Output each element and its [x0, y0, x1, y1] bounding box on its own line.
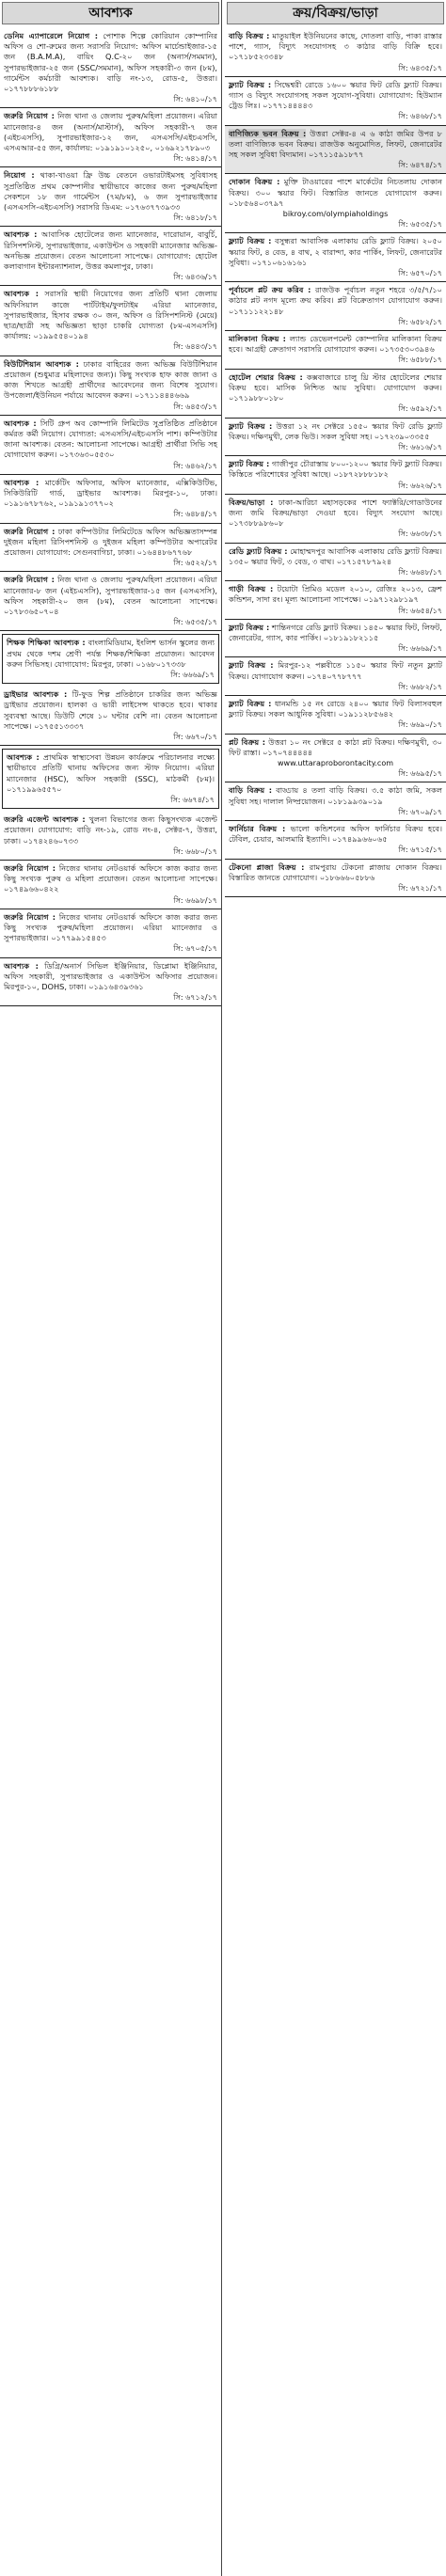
classified-ad	[0, 909, 221, 958]
ad-body: প্রাথমিক স্বাস্থ্যসেবা উন্নয়ন কার্যক্রমে পরিচালনার লক্ষ্যে স্থায়ীভাবে প্রতিটি থানায় অফিসের জন্য স্টাফ নিয়োগ। এরিয়া ম্যানেজার (HSC), অফিস সহকারী (SSC), মাঠকর্মী (৮ম)।	[7, 752, 215, 783]
ad-reference: সি: ৬৬৬৯/১৭	[170, 670, 215, 679]
classified-ad	[225, 821, 446, 860]
ad-phone: ০১৮৫৬৪০৩৭৯৭	[229, 198, 284, 208]
left-ad-list	[0, 28, 221, 1006]
ad-body: ধানমন্ডি ১৫ নং রোডে ২৪০০ স্কয়ার ফিট বিলাসবহুল ফ্ল্যাট বিক্রয়। সকল আধুনিক সুবিধা।	[229, 698, 442, 719]
left-column-header: আবশ্যক	[2, 2, 219, 24]
classified-ad	[0, 356, 221, 416]
ad-body: পোশাক শিল্পে কোরিয়ান কোম্পানির অফিস ও শো-রুমের জন্য সরাসরি নিয়োগ: অফিস মার্চেন্ডাইজার-১৫ জন (B.A.M.A), বায়িং Q.C-২০ জন (অনার্স/সমমান), সুপারভাইজার-২৫ জন (SSC/সমমান), অফিস সহকারী-৩ জন (৮ম), গার্মেন্টস কর্মচারী আবশ্যক। বাড়ি নং-১৩, রোড-৫, উত্তরা।	[4, 31, 217, 83]
ad-phone: ০১৭৭৯৯১৫৪৫৩	[51, 933, 106, 943]
ad-phone: ০১৭৪৯৬৬০৪২২	[4, 884, 59, 894]
ad-heading: আবশ্যক :	[4, 229, 38, 240]
classified-ad	[225, 620, 446, 658]
ad-heading: ফ্ল্যাট বিক্রয় :	[229, 660, 274, 671]
right-column-header: ক্রয়/বিক্রয়/ভাড়া	[227, 2, 444, 24]
ad-web-link[interactable]: bikroy.com/olympiaholdings	[282, 210, 389, 219]
ad-phone: ০১৯১৯১০১২৫০, ০১৬৯২১৭৮৯০৩	[95, 143, 211, 153]
classified-ad	[225, 282, 446, 331]
classified-ad	[225, 495, 446, 544]
ad-body: উত্তরা সেক্টর-৪ এ ৬ কাঠা জমির উপর ৮ তলা বাণিজ্যিক ভবন বিক্রয়। রাজউক অনুমোদিত, লিফট, জেনারেটর সহ সকল সুবিধা বিদ্যমান।	[229, 128, 442, 160]
ad-heading: ফ্ল্যাট বিক্রয় :	[229, 236, 272, 246]
ad-phone: ০১৭০৭৪৪৪৪৪	[263, 747, 313, 757]
classified-ad	[225, 696, 446, 735]
ad-heading: ড্রাইভার আবশ্যক :	[4, 689, 68, 700]
ad-heading: ফ্ল্যাট বিক্রয় :	[229, 459, 270, 469]
ad-phone: ০১৯১১২৮৫৬৪২	[338, 709, 394, 719]
ad-body: টি-ফুড শিল্প প্রতিষ্ঠানে চাকরির জন্য অভিজ্ঞ ড্রাইভার প্রয়োজন। হালকা ও ভারী লাইসেন্স থাকতে হবে। থাকার সুব্যবস্থা আছে। ডিউটি শেষে ১০ ঘন্টার বেশি না। বেতন আলোচনা সাপেক্ষে।	[4, 689, 218, 731]
ad-phone: ০১৯১৬৭৮৭৬২, ০১৯১৯১৩৭৭০২	[4, 498, 114, 509]
ad-heading: জরুরি নিয়োগ :	[4, 911, 56, 922]
right-ad-list	[225, 28, 446, 897]
ad-reference: সি: ৬৬১৬/১৭	[398, 442, 442, 451]
ad-body: খুলনা বিভাগের জন্য কিছুসংখ্যক এজেন্ট প্রয়োজন। যোগাযোগ: বাড়ি নং-১৯, রোড নং-৪, সেক্টর-৭, উত্তরা, ঢাকা।	[4, 814, 217, 845]
ad-body: রামপুরায় টেকনো প্লাজায় দোকান বিক্রয়। বিস্তারিত জানতে যোগাযোগ।	[229, 861, 442, 882]
ad-reference: সি: ৬৬২৬/১৭	[398, 481, 442, 490]
classified-ad	[2, 634, 219, 684]
ad-reference: সি: ৬৭১৫/১৭	[398, 845, 442, 855]
ad-reference: সি: ৬৪১০/১৭	[173, 95, 217, 104]
ad-phone: ০১৭১১৫৯১৮৭৭	[308, 150, 364, 160]
ad-phone: ০১৭৩৫৩০৩৯৪৬	[379, 344, 435, 355]
ad-heading: বিউটিশিয়ান আবশ্যক :	[4, 358, 79, 369]
ad-heading: আবশ্যক :	[4, 289, 39, 299]
classified-ad	[2, 749, 219, 809]
ad-phone: ০১৭৮৩৬৫০৭০৪	[4, 606, 59, 616]
ad-heading: টেকনো প্লাজা বিক্রয় :	[229, 861, 305, 872]
ad-reference: সি: ৬৬৬৯/১৭	[398, 644, 442, 654]
ad-body: ঢাকার বাহিরের জন্য অভিজ্ঞ বিউটিশিয়ান প্রয়োজন (শুধুমাত্র মহিলাদের জন্য)। কিছু সংখ্যক হাফ কাজ জানা ও কাজ শিখতে আগ্রহী প্রার্থীদের আবেদনের জন্য বিশেষ সুযোগ। উপজেলা/ইউনিয়ন পর্যায়ে আবেদন করুন।	[4, 358, 217, 401]
ad-body: মোহাম্মদপুর আবাসিক এলাকায় রেডি ফ্ল্যাট বিক্রয়। ১৩৫০ স্কয়ার ফিট, ৩ বেড, ৩ বাথ।	[229, 545, 442, 566]
ad-heading: বিক্রয়/ভাড়া :	[229, 497, 274, 507]
ad-reference: সি: ৬৬৫৪/১৭	[398, 606, 442, 615]
ad-reference: সি: ৬৫২২/১৭	[173, 559, 217, 568]
ad-body: নিজের থানায় নেটওয়ার্ক অফিসে কাজ করার জন্য কিছু সংখ্যক পুরুষ ও মহিলা প্রয়োজন। বেতন আলোচনা সাপেক্ষে।	[4, 863, 217, 884]
ad-phone: ০১৭৬৩৭৭৩৯৩৩	[124, 202, 181, 213]
ad-reference: সি: ৬৬৮২/১৭	[398, 682, 442, 691]
classified-ad	[0, 227, 221, 286]
ad-body: শান্তিনগরে রেডি ফ্ল্যাট বিক্রয়। ১৪৫০ স্কয়ার ফিট, লিফট, জেনারেটর, গ্যাস, কার পার্কিং।	[229, 622, 442, 642]
ad-body: মার্কেটিং অফিসার, অফিস ম্যানেজার, এক্সিকিউটিভ, সিকিউরিটি গার্ড, ড্রাইভার আবশ্যক। মিরপুর-১০, ঢাকা।	[4, 477, 217, 498]
classified-ad	[225, 544, 446, 582]
classified-ad	[225, 233, 446, 282]
ad-body: ঢাকা কম্পিউটার লিমিটেডে অফিস অভিজ্ঞতাসম্পন্ন দুইজন মহিলা রিসিপশনিস্ট ও দুইজন মহিলা কম্পিউটার অপারেটর প্রয়োজন। যোগাযোগ: সেগুনবাগিচা, ঢাকা।	[4, 526, 217, 557]
classified-ad	[225, 77, 446, 126]
ad-body: আবাসিক হোটেলের জন্য ম্যানেজার, দারোয়ান, বাবুর্চি, রিসিপশনিস্ট, সুপারভাইজার, একাউন্টস ও সহকারী ম্যানেজার অভিজ্ঞ-অনভিজ্ঞ প্রয়োজন। বেতন আলোচনা সাপেক্ষে। যোগাযোগ: হোটেল কলাবাগান ইন্টারন্যাশনাল, উত্তর কমলাপুর, ঢাকা।	[4, 229, 217, 272]
ad-phone: ০১৯১৬৪৩৯৩৬১	[88, 982, 144, 992]
classified-ad	[0, 687, 221, 746]
ad-phone: ০১৭২৩৯০৩৩৫৫	[374, 431, 430, 441]
ad-body: রাজউক পূর্বাচল নতুন শহরে ৩/৫/৭/১০ কাঠার প্লট নগদ মূল্যে ক্রয় করিব। প্লট বিক্রেতাগণ যোগাযোগ করুন।	[229, 285, 443, 306]
ad-heading: জরুরি নিয়োগ :	[4, 863, 56, 874]
classified-ad	[225, 456, 446, 495]
ad-heading: নিয়োগ :	[4, 170, 35, 181]
classified-ad	[225, 860, 446, 898]
ad-reference: সি: ৬৪৫৩/১৭	[173, 402, 217, 411]
classified-ad	[0, 572, 221, 631]
ad-heading: হোটেল শেয়ার বিক্রয় :	[229, 371, 303, 382]
ad-body: বসুন্ধরা আবাসিক এলাকায় রেডি ফ্ল্যাট বিক্রয়। ২০৫০ স্কয়ার ফিট, ৪ বেড, ৪ বাথ, ২ বারান্দা, কার পার্কিং, লিফট, জেনারেটর সুবিধা।	[229, 236, 442, 267]
ad-body: উত্তরা ১২ নং সেক্টরে ১৫৫০ স্কয়ার ফিট রেডি ফ্ল্যাট বিক্রয়। দক্ষিণমুখী, লেক ভিউ। সকল সুবিধা সহ।	[229, 420, 442, 441]
ad-heading: আবশ্যক :	[7, 752, 40, 763]
ad-reference: সি: ৬৪৬২/১৭	[173, 461, 217, 470]
ad-phone: ০১৭৪৯৯৬৬০৬৫	[332, 834, 388, 845]
classified-ad	[225, 581, 446, 620]
ad-heading: বাড়ি বিক্রয় :	[229, 785, 272, 796]
ad-phone: ০১৭১৯৮৮০১৮০	[229, 393, 284, 403]
classified-ad	[0, 286, 221, 356]
classified-ad	[0, 524, 221, 573]
ad-heading: ফ্ল্যাট বিক্রয় :	[229, 622, 270, 632]
ad-phone: ০১৯৭১২৯৮১৯৭	[363, 594, 419, 605]
ad-reference: সি: ৬৬৯৫/১৭	[398, 769, 442, 779]
ad-body: গাজীপুর চৌরাস্তায় ৮০০-১২০০ স্কয়ার ফিট ফ্ল্যাট বিক্রয়। কিস্তিতে পরিশোধের সুবিধা আছে।	[229, 459, 442, 480]
ad-phone: ০১৭১০৬১৬১৬১	[251, 257, 308, 267]
classified-ad	[0, 416, 221, 475]
ad-phone: ০১৭৫৫১৩৩৩৭	[34, 720, 85, 731]
classified-ad	[225, 657, 446, 696]
ad-heading: জরুরি এজেন্ট আবশ্যক :	[4, 814, 86, 825]
ad-heading: গাড়ী বিক্রয় :	[229, 584, 274, 594]
ad-body: সিদ্ধেশ্বরী রোডে ১৬০০ স্কয়ার ফিট রেডি ফ্ল্যাট বিক্রয়। গ্যাস ও বিদ্যুৎ সংযোগসহ সকল সুযোগ-সুবিধা। যোগাযোগ: হিউম্যান ট্রেড লিঃ।	[229, 79, 442, 111]
ad-body: সিটি গ্রুপ অব কোম্পানি লিমিটেড সুপ্রতিষ্ঠিত প্রতিষ্ঠানে কর্মরত কর্মী নিয়োগ। যোগ্যতা: এসএসসি/এইচএসসি পাশ। কম্পিউটার জানা আবশ্যক। বেতন: আলোচনা সাপেক্ষে। আগ্রহী প্রার্থীরা সিভি সহ যোগাযোগ করুন।	[4, 418, 217, 460]
ad-heading: জরুরি নিয়োগ :	[4, 526, 56, 536]
ad-body: টয়োটা প্রিমিও মডেল ২০১০, রেজিঃ ২০১৩, ফ্রেশ কন্ডিশন, সাদা রং। মূল্য আলোচনা সাপেক্ষে।	[229, 584, 442, 605]
ad-phone: ০১৬৮০১৭৩৩৮	[135, 658, 186, 669]
ad-body: কক্সবাজারে চালু থ্রি স্টার হোটেলের শেয়ার বিক্রয় হবে। মাসিক নিশ্চিত আয় সুবিধা। যোগাযোগ করুন।	[229, 371, 442, 392]
ad-reference: সি: ৬৬৮০/১৭	[173, 846, 217, 856]
left-column	[0, 0, 222, 2576]
ad-body: মুক্তি টাওয়ারের পাশে মার্কেটের নিচতলায় দোকান বিক্রয়। ৩০০ স্কয়ার ফিট। বিস্তারিত জানতে যোগাযোগ করুন।	[229, 177, 442, 198]
classified-ad	[0, 958, 221, 1007]
classified-ad	[0, 475, 221, 524]
ad-heading: শিক্ষক শিক্ষিকা আবশ্যক :	[7, 638, 86, 648]
ad-reference: সি: ৬৪৩৫/১৭	[398, 63, 442, 72]
classified-ad	[0, 108, 221, 167]
classified-ad	[0, 167, 221, 227]
ad-reference: সি: ৬৭১২/১৭	[173, 993, 217, 1003]
ad-phone: ০১৭৭৮৮৮৬১৮৮	[4, 84, 59, 94]
ad-heading: আবশ্যক :	[4, 477, 40, 487]
ad-phone: ০১৭৪২৪৬০৭৩৩	[23, 835, 79, 845]
ad-body: মিরপুর-১২ পল্লবীতে ১১৫০ স্কয়ার ফিট নতুন ফ্ল্যাট বিক্রয়। যোগাযোগ করুন।	[229, 660, 442, 681]
ad-heading: আবশ্যক :	[4, 960, 39, 971]
ad-reference: সি: ৬৭০৯/১৭	[398, 807, 442, 816]
ad-body: মাতুয়াইল ইউনিয়নের কাছে, দোতলা বাড়ি, পাকা রাস্তার পাশে, গ্যাস, বিদ্যুৎ সংযোগসহ ৩ কাঠার বাড়ি বিক্রি হবে।	[229, 31, 442, 52]
ad-web-link[interactable]: www.uttaraproborontacity.com	[277, 758, 394, 767]
ad-phone: ০১৭১১১২২১৪৮	[229, 306, 284, 316]
ad-reference: সি: ৬৫৮২/১৭	[398, 317, 442, 326]
ad-heading: মালিকানা বিক্রয় :	[229, 334, 286, 344]
ad-phone: ০১৭৭১৪৪৪৪৩	[263, 101, 313, 111]
ad-reference: সি: ৬৫৩৫/১৭	[173, 618, 217, 627]
ad-phone: ০১৭৩৬৩০৫৫৩০	[58, 450, 115, 460]
ad-body: ভালো কন্ডিশনের অফিস ফার্নিচার বিক্রয় হবে। টেবিল, চেয়ার, আলমারি ইত্যাদি।	[229, 824, 442, 845]
ad-reference: সি: ৬৭২১/১৭	[398, 884, 442, 893]
ad-body: নিজের থানায় নেটওয়ার্ক অফিসে কাজ করার জন্য কিছু সংখ্যক পুরুষ/মহিলা প্রয়োজন। এরিয়া ম্যানেজার ও সুপারভাইজার।	[4, 911, 217, 943]
ad-body: নিজ থানা ও জেলায় পুরুষ/মহিলা প্রয়োজন। এরিয়া ম্যানেজার-৪ জন (অনার্স/মাস্টার্স), অফিস সহকারী-৭ জন (এইচএসসি), সুপারভাইজার-১২ জন, এসএসসি/এইচএসসি, এসএআর-৫৫ জন, কার্যালয়:	[4, 111, 218, 153]
ad-reference: সি: ৬৬৯৮/১৭	[173, 895, 217, 905]
ad-body: ল্যান্ড ডেভেলপমেন্ট কোম্পানির মালিকানা বিক্রয় হবে। আগ্রহী ক্রেতাগণ সরাসরি যোগাযোগ করুন।	[229, 334, 442, 355]
ad-reference: সি: ৬৪৩৬/১৭	[173, 273, 217, 282]
ad-body: ঢাকা-আরিচা মহাসড়কের পাশে ফ্যাক্টরি/গোডাউনের জন্য জমি বিক্রয়/ভাড়া দেওয়া হবে। বিদ্যুৎ সংযোগ আছে।	[229, 497, 442, 517]
classified-ad	[225, 735, 446, 783]
ad-reference: সি: ৬৪৮৪/১৭	[173, 510, 217, 519]
ad-phone: ০১৮১৯৯৩৯০১৯	[327, 796, 383, 806]
ad-reference: সি: ৬৭০৫/১৭	[173, 944, 217, 954]
ad-phone: ০১৭১৮৫২৩৩৪৮	[229, 52, 284, 62]
ad-heading: ফ্ল্যাট বিক্রয় :	[229, 79, 272, 89]
ad-heading: বাড়ি বিক্রয় :	[229, 31, 270, 40]
classified-ad	[0, 861, 221, 909]
ad-phone: ০১৭১১৪৪৪৬৬৯	[134, 390, 190, 401]
ad-heading: দোকান বিক্রয় :	[229, 177, 280, 187]
ad-heading: বাণিজ্যিক ভবন বিক্রয় :	[229, 128, 307, 138]
classified-ad	[225, 782, 446, 821]
ad-body: থাকা-খাওয়া ফ্রি উচ্চ বেতনে ওভারটাইমসহ সুবিধাসহ সুপ্রতিষ্ঠিত প্রথম কোম্পানীর স্থায়ীভাবে কাজের জন্য পুরুষ/মহিলা সেকশনে ১৮ জন গার্মেন্টস (৭ম/৮ম), ৬ জন সুপারভাইজার (এসএসসি-এইচএসসি) সরাসরি ডিএম:	[4, 170, 217, 213]
ad-phone: ০১৭৩৮৮৯৮৬০৮	[229, 518, 284, 529]
ad-body: ডিগ্রি/অনার্স সিভিল ইঞ্জিনিয়ার, ডিপ্লোমা ইঞ্জিনিয়ার, অফিস সহকারী, সুপারভাইজার ও একাউন্টস অফিসার প্রয়োজন। মিরপুর-১০, DOHS, ঢাকা।	[4, 960, 217, 992]
ad-phone: ০১৮৭২৮৮৮১৮২	[333, 469, 389, 480]
ad-reference: সি: ৬৪১৪/১৭	[173, 154, 217, 164]
ad-heading: আবশ্যক :	[4, 418, 37, 428]
ad-reference: সি: ৬৫৭০/১৭	[398, 269, 442, 278]
ad-reference: সি: ৬৬৪৮/১৭	[398, 567, 442, 577]
ad-phone: ০১৬৪৪৮৬৭৭৬৮	[136, 546, 193, 557]
ad-reference: সি: ৬৬৩৮/১৭	[398, 529, 442, 539]
ad-body: বাংলামিডিয়াম, ইংলিশ ভার্সন স্কুলের জন্য প্রথম থেকে দশম শ্রেণী পর্যন্ত শিক্ষক/শিক্ষিকা প্রয়োজন। আবেদন করুন সিভিসহ। যোগাযোগ: মিরপুর, ঢাকা।	[7, 638, 215, 669]
ad-phone: ০১৭১৫৭৮৭৯২৪	[336, 556, 392, 566]
ad-body: উত্তরা ১০ নং সেক্টরে ৫ কাঠা প্লট বিক্রয়। দক্ষিণমুখী, ৩০ ফিট রাস্তা।	[229, 736, 442, 757]
classified-ad	[225, 370, 446, 419]
ad-body: সরাসরি স্থায়ী নিয়োগের জন্য প্রতিটি থানা জেলায় অফিসিয়াল কাজে পার্টটাইম/ফুলটাইম এরিয়া ম্যানেজার, সুপারভাইজার, হিসাব রক্ষক ৩০ জন, অফিস ও রিসিপশনিস্ট (মেয়ে) ছাত্র/ছাত্রী সহ অভিজ্ঞতা ছাড়া চাকরি যোগ্যতা (৮ম-এসএসসি) কার্যালয়:	[4, 289, 217, 341]
ad-phone: ০১৭১৯৯৬৫৫৭০	[7, 783, 62, 794]
ad-reference: সি: ৬৬৯০/১৭	[398, 720, 442, 730]
ad-phone: ০১৮৬৬৬০৫৮৮৬	[319, 872, 375, 882]
ad-heading: ফ্ল্যাট বিক্রয় :	[229, 698, 272, 708]
right-column	[225, 0, 446, 2576]
classified-ad	[225, 126, 446, 175]
ad-reference: সি: ৬৫৩৫/১৭	[398, 220, 442, 229]
ad-heading: ফার্নিচার বিক্রয় :	[229, 824, 286, 833]
ad-body: বাড্ডায় ৪ তলা বাড়ি বিক্রয়। ৩.৫ কাঠা জমি, সকল সুবিধা সহ। দালাল নিষ্প্রয়োজন।	[229, 785, 442, 806]
ad-reference: সি: ৬৪৪৩/১৭	[173, 342, 217, 352]
ad-reference: সি: ৬৫৯২/১৭	[398, 404, 442, 414]
ad-reference: সি: ৬৪১৮/১৭	[173, 213, 217, 223]
classified-ad	[225, 331, 446, 370]
ad-body: নিজ থানা ও জেলায় পুরুষ/মহিলা প্রয়োজন। এরিয়া ম্যানেজার-৮ জন (এইচএসসি), সুপারভাইজার-১৫ জন (এসএসসি), অফিস সহকারী-২০ জন (৮ম), বেতন আলোচনা সাপেক্ষে।	[4, 575, 218, 606]
classified-ad	[0, 28, 221, 108]
ad-phone: ০১৭৪০৭৭৮৭৭৭	[307, 671, 362, 681]
classified-ad	[225, 28, 446, 77]
classified-ad	[225, 174, 446, 233]
ad-reference: সি: ৬৬৭৪/১৭	[170, 796, 215, 804]
ad-heading: ফ্ল্যাট বিক্রয় :	[229, 420, 273, 431]
ad-heading: জরুরি নিয়োগ :	[4, 111, 55, 121]
ad-reference: সি: ৬৪৭৪/১৭	[398, 161, 442, 170]
ad-heading: রেডি ফ্ল্যাট বিক্রয় :	[229, 545, 288, 556]
ad-reference: সি: ৬৫৮৮/১৭	[398, 356, 442, 365]
classified-ad	[225, 419, 446, 457]
ad-reference: সি: ৬৪৬৮/১৭	[398, 112, 442, 121]
ad-heading: পূর্বাচলে প্লট ক্রয় করিব :	[229, 285, 311, 295]
ad-heading: প্লট বিক্রয় :	[229, 736, 265, 747]
ad-phone: ০১৯৯৫৫৪০১৯৪	[33, 331, 88, 341]
classified-ad	[0, 812, 221, 861]
ad-reference: সি: ৬৬৭০/১৭	[173, 732, 217, 741]
ad-heading: জরুরি নিয়োগ :	[4, 575, 55, 585]
ad-heading: ডেনিম এ্যাপারেলে নিয়োগ :	[4, 31, 99, 40]
ad-phone: ০১৮১৯১৮২১১৫	[323, 632, 379, 642]
